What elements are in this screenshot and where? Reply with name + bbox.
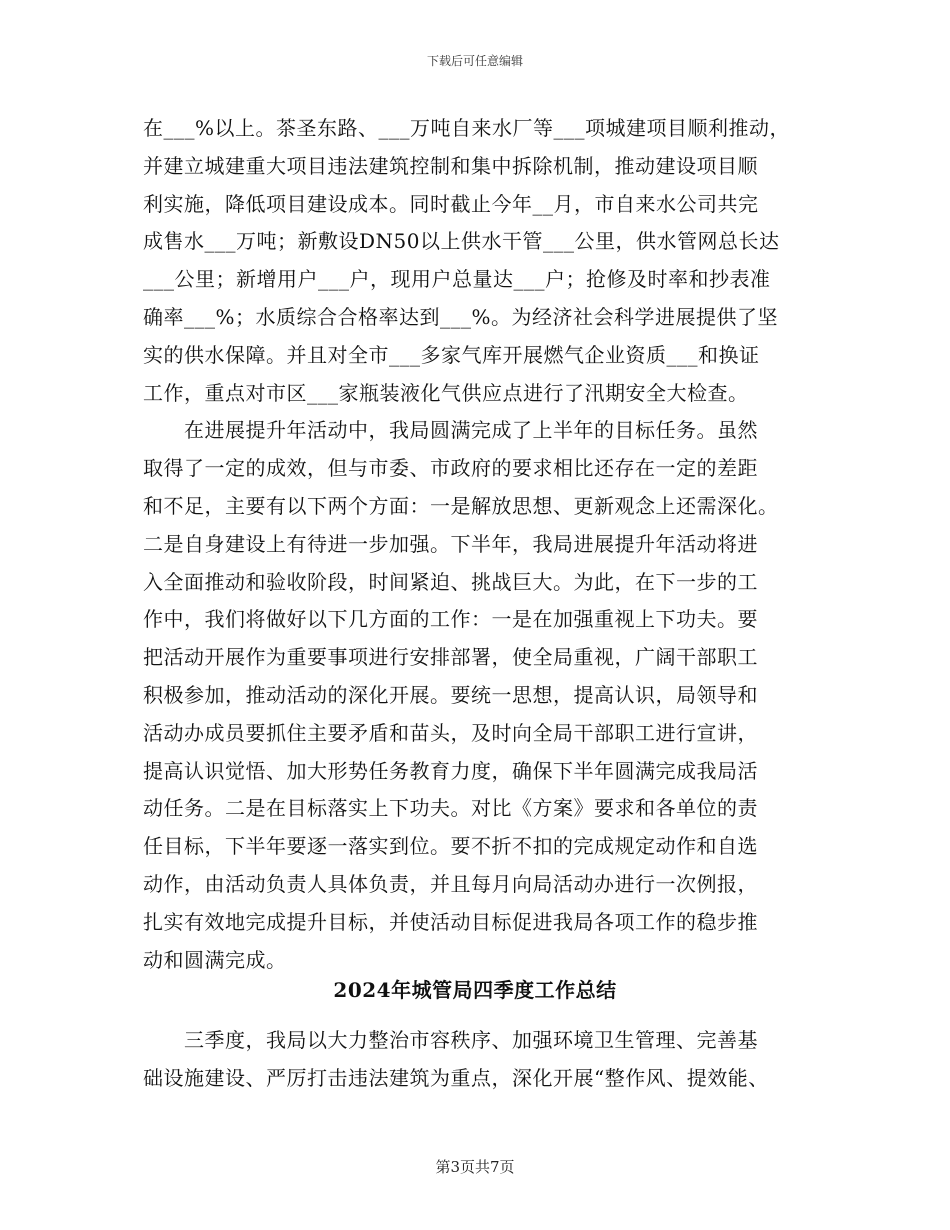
paragraph-line: 二是自身建设上有待进一步加强。下半年，我局进展提升年活动将进 xyxy=(143,531,758,556)
paragraph-line: 作中，我们将做好以下几方面的工作：一是在加强重视上下功夫。要 xyxy=(143,607,758,632)
paragraph-line: 础设施建设、严厉打击违法建筑为重点，深化开展“整作风、提效能、 xyxy=(143,1065,769,1090)
paragraph-line: 在进展提升年活动中，我局圆满完成了上半年的目标任务。虽然 xyxy=(143,418,758,443)
paragraph-line: 成售水___万吨；新敷设DN50以上供水干管___公里，供水管网总长达 xyxy=(143,229,780,254)
paragraph-line: 并建立城建重大项目违法建筑控制和集中拆除机制，推动建设项目顺 xyxy=(143,153,758,178)
page-number: 第3页共7页 xyxy=(435,1158,515,1176)
paragraph-line: 积极参加，推动活动的深化开展。要统一思想，提高认识，局领导和 xyxy=(143,682,758,707)
paragraph-line: 利实施，降低项目建设成本。同时截止今年__月，市自来水公司共完 xyxy=(143,191,759,216)
paragraph-line: ___公里；新增用户___户，现用户总量达___户；抢修及时率和抄表准 xyxy=(143,267,771,292)
paragraph-line: 和不足，主要有以下两个方面：一是解放思想、更新观念上还需深化。 xyxy=(143,493,779,518)
paragraph-line: 动作，由活动负责人具体负责，并且每月向局活动办进行一次例报， xyxy=(143,871,758,896)
paragraph-line: 活动办成员要抓住主要矛盾和苗头，及时向全局干部职工进行宣讲， xyxy=(143,720,758,745)
section-title: 2024年城管局四季度工作总结 xyxy=(333,978,617,1002)
paragraph-line: 扎实有效地完成提升目标，并使活动目标促进我局各项工作的稳步推 xyxy=(143,909,758,934)
paragraph-line: 确率___%；水质综合合格率达到___%。为经济社会科学进展提供了坚 xyxy=(143,304,779,329)
paragraph-line: 工作，重点对市区___家瓶装液化气供应点进行了汛期安全大检查。 xyxy=(143,380,749,405)
paragraph-line: 提高认识觉悟、加大形势任务教育力度，确保下半年圆满完成我局活 xyxy=(143,758,758,783)
paragraph-line: 在___%以上。茶圣东路、___万吨自来水厂等___项城建项目顺利推动， xyxy=(143,116,791,140)
paragraph-line: 把活动开展作为重要事项进行安排部署，使全局重视，广阔干部职工 xyxy=(143,645,758,670)
document-body xyxy=(143,110,833,979)
header-note: 下载后可任意编辑 xyxy=(426,54,523,68)
paragraph-line: 动和圆满完成。 xyxy=(143,947,287,972)
paragraph-line: 实的供水保障。并且对全市___多家气库开展燃气企业资质___和换证 xyxy=(143,342,760,367)
paragraph-line: 取得了一定的成效，但与市委、市政府的要求相比还存在一定的差距 xyxy=(143,456,758,481)
paragraph-line: 动任务。二是在目标落实上下功夫。对比《方案》要求和各单位的责 xyxy=(143,796,758,821)
paragraph-line: 三季度，我局以大力整治市容秩序、加强环境卫生管理、完善基 xyxy=(143,1028,758,1052)
section-body xyxy=(143,1022,843,1098)
paragraph-line: 任目标，下半年要逐一落实到位。要不折不扣的完成规定动作和自选 xyxy=(143,834,758,859)
paragraph-line: 入全面推动和验收阶段，时间紧迫、挑战巨大。为此，在下一步的工 xyxy=(143,569,758,594)
